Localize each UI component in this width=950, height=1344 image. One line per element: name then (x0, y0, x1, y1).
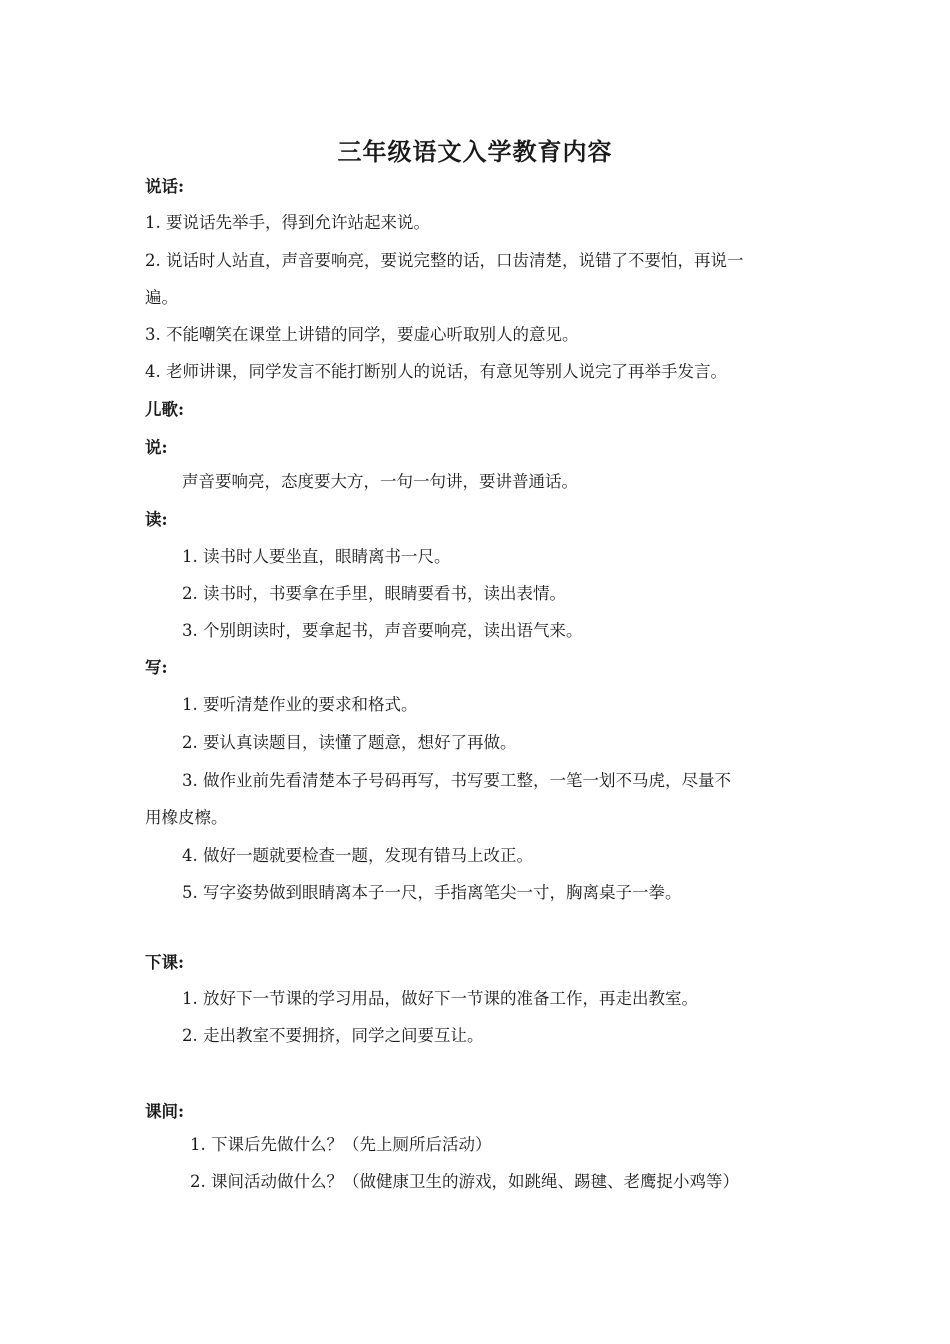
after-class-item-2: 2. 走出教室不要拥挤，同学之间要互让。 (182, 1026, 484, 1045)
break-item-1: 1. 下课后先做什么？（先上厕所后活动） (190, 1135, 492, 1154)
section-heading-write: 写: (145, 658, 168, 677)
write-item-1: 1. 要听清楚作业的要求和格式。 (182, 695, 418, 714)
write-item-2: 2. 要认真读题目，读懂了题意，想好了再做。 (182, 733, 517, 752)
after-class-item-1: 1. 放好下一节课的学习用品，做好下一节课的准备工作，再走出教室。 (182, 989, 698, 1008)
section-heading-break: 课间: (145, 1102, 185, 1121)
break-item-2: 2. 课间活动做什么？（做健康卫生的游戏，如跳绳、踢毽、老鹰捉小鸡等） (190, 1172, 739, 1191)
write-item-5: 5. 写字姿势做到眼睛离本子一尺，手指离笔尖一寸，胸离桌子一拳。 (182, 883, 682, 902)
write-item-4: 4. 做好一题就要检查一题，发现有错马上改正。 (182, 846, 533, 865)
section-heading-say: 说: (145, 438, 168, 457)
write-item-3-continued: 用橡皮檫。 (145, 808, 228, 827)
speaking-item-4: 4. 老师讲课，同学发言不能打断别人的说话，有意见等别人说完了再举手发言。 (145, 362, 727, 381)
read-item-1: 1. 读书时人要坐直，眼睛离书一尺。 (182, 547, 451, 566)
read-item-3: 3. 个别朗读时，要拿起书，声音要响亮，读出语气来。 (182, 621, 583, 640)
write-item-3: 3. 做作业前先看清楚本子号码再写，书写要工整，一笔一划不马虎，尽量不 (182, 771, 731, 790)
section-heading-speaking: 说话: (145, 177, 185, 196)
speaking-item-3: 3. 不能嘲笑在课堂上讲错的同学，要虚心听取别人的意见。 (145, 325, 579, 344)
section-heading-rhyme: 儿歌: (145, 400, 185, 419)
section-heading-read: 读: (145, 510, 168, 529)
read-item-2: 2. 读书时，书要拿在手里，眼睛要看书，读出表情。 (182, 584, 566, 603)
document-title: 三年级语文入学教育内容 (337, 137, 613, 166)
section-heading-after-class: 下课: (145, 953, 185, 972)
speaking-item-2: 2. 说话时人站直，声音要响亮，要说完整的话，口齿清楚，说错了不要怕，再说一 (145, 251, 744, 270)
speaking-item-2-continued: 遍。 (145, 288, 178, 307)
speaking-item-1: 1. 要说话先举手，得到允许站起来说。 (145, 213, 430, 232)
say-text: 声音要响亮，态度要大方，一句一句讲，要讲普通话。 (182, 472, 578, 491)
